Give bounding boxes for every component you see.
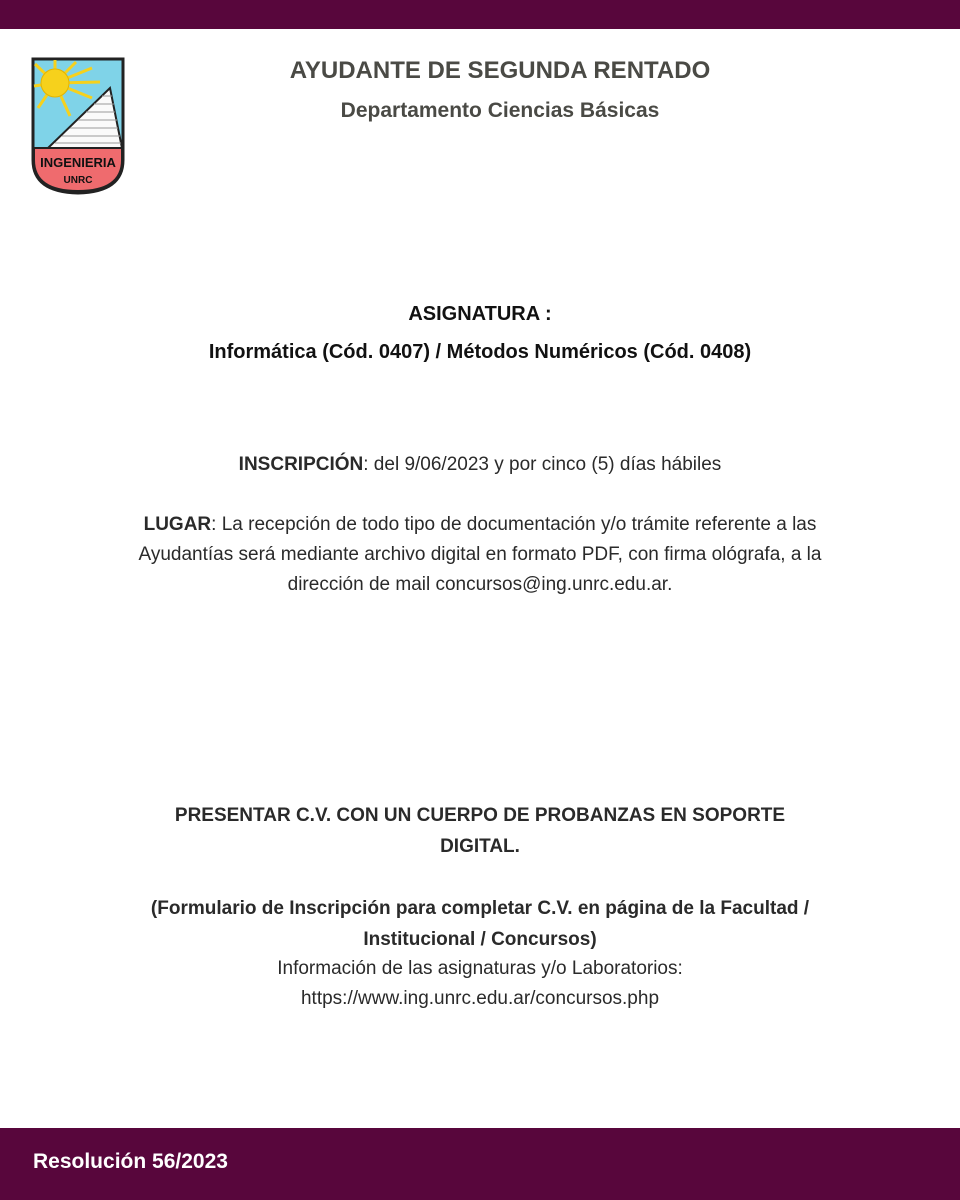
logo-text-bottom: UNRC <box>63 175 93 186</box>
info-line: Información de las asignaturas y/o Laboratorios: <box>277 958 683 979</box>
page-title: AYUDANTE DE SEGUNDA RENTADO <box>289 57 711 84</box>
ingenieria-unrc-logo <box>30 56 126 196</box>
subject-label: ASIGNATURA : <box>408 303 552 325</box>
logo-shield-icon <box>30 56 126 196</box>
present-cv-notice: PRESENTAR C.V. CON UN CUERPO DE PROBANZAS EN SOPORTE DIGITAL. <box>174 805 786 857</box>
logo-text-top: INGENIERIA <box>40 155 116 170</box>
place-paragraph <box>110 510 850 600</box>
place-label: LUGAR <box>143 514 212 535</box>
top-bar <box>0 0 960 29</box>
inscription-text: : del 9/06/2023 y por cinco (5) días hábiles <box>363 454 722 475</box>
form-note: (Formulario de Inscripción para completar C.V. en página de la Facultad / Institucional / Concursos) <box>150 898 810 950</box>
subject-value: Informática (Cód. 0407) / Métodos Numéricos (Cód. 0408) <box>208 341 752 363</box>
concursos-url: https://www.ing.unrc.edu.ar/concursos.php <box>300 988 660 1009</box>
department-subtitle: Departamento Ciencias Básicas <box>340 99 660 122</box>
place-text: : La recepción de todo tipo de documentación y/o trámite referente a las Ayudantías será mediante archivo digital en formato PDF, con firma ológrafa, a la dirección de mail concursos@ing.unrc.edu.ar. <box>138 514 822 595</box>
inscription-label: INSCRIPCIÓN <box>238 454 364 475</box>
resolution-label: Resolución 56/2023 <box>33 1150 228 1173</box>
inscription-paragraph <box>80 450 880 480</box>
